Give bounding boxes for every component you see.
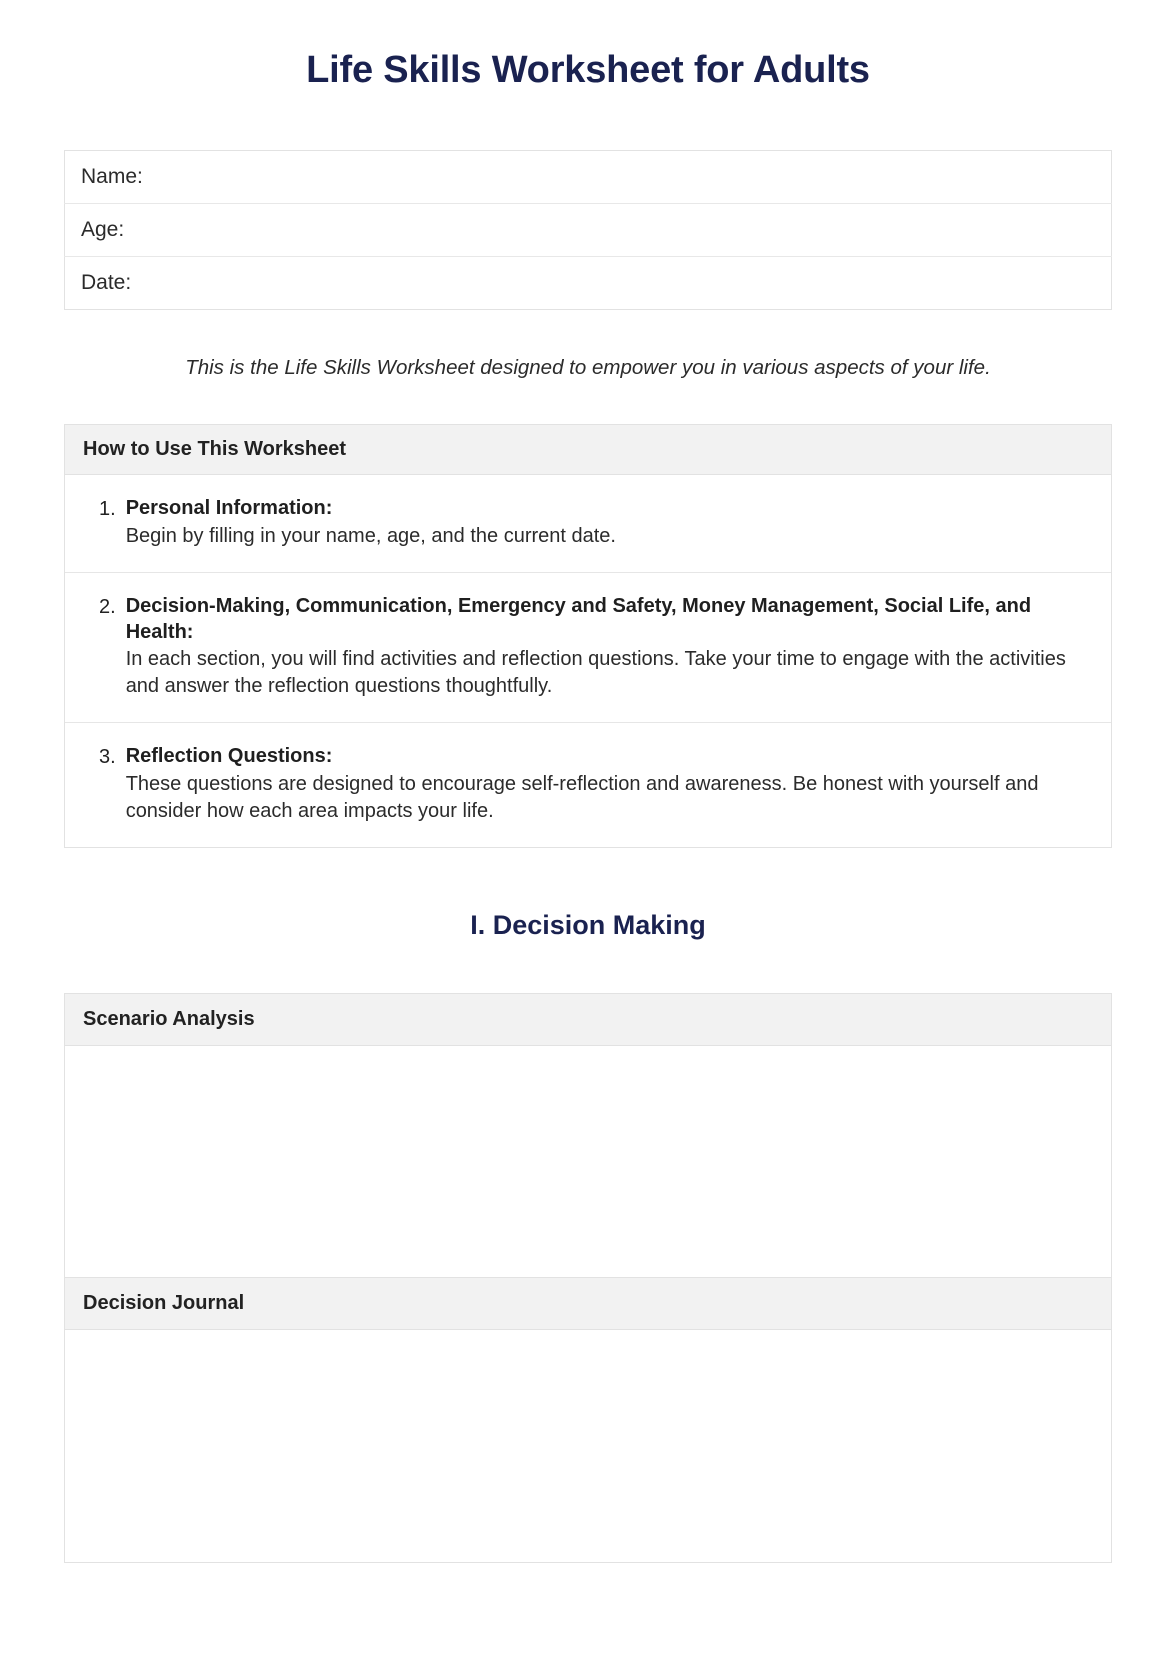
scenario-analysis-header: Scenario Analysis (65, 994, 1111, 1046)
section-heading-decision-making: I. Decision Making (470, 909, 706, 940)
personal-info-table (64, 150, 1112, 310)
instruction-description: In each section, you will find activities and reflection questions. Take your time to engage with the activities and answer the reflection questions thoughtfully. (125, 648, 1066, 698)
age-field[interactable] (843, 203, 1111, 256)
instruction-description: These questions are designed to encourage self-reflection and awareness. Be honest with yourself and consider how each area impacts your life. (125, 772, 1039, 822)
decision-making-answer-table (64, 993, 1112, 1563)
instruction-item-3 (65, 723, 1111, 846)
list-marker: 3. (99, 746, 116, 769)
date-field[interactable] (843, 256, 1111, 309)
instruction-body (126, 593, 1093, 701)
instruction-title: Decision-Making, Communication, Emergency and Safety, Money Management, Social Life, and Health: (125, 594, 1032, 644)
scenario-analysis-answer-area[interactable] (65, 1046, 1111, 1278)
decision-journal-answer-area[interactable] (65, 1330, 1111, 1562)
instructions-header: How to Use This Worksheet (65, 425, 1111, 475)
instruction-title: Reflection Questions: (125, 745, 333, 768)
name-field[interactable] (843, 150, 1111, 203)
intro-text: This is the Life Skills Worksheet designed to empower you in various aspects of your life. (185, 355, 991, 379)
table-row (65, 150, 1112, 203)
instruction-item-2 (65, 573, 1111, 724)
instruction-item-1 (65, 475, 1111, 572)
table-row (65, 203, 1112, 256)
date-label: Date: (81, 270, 132, 294)
decision-journal-header: Decision Journal (65, 1278, 1111, 1330)
name-label: Name: (65, 150, 844, 203)
worksheet-page (0, 48, 1176, 1678)
list-marker: 1. (99, 498, 116, 521)
table-row (65, 256, 1112, 309)
instruction-body (126, 495, 1093, 549)
instruction-title: Personal Information: (125, 497, 333, 520)
list-marker: 2. (99, 595, 116, 618)
instruction-description: Begin by filling in your name, age, and the current date. (125, 524, 616, 547)
instructions-panel (64, 424, 1112, 848)
age-label: Age: (65, 203, 844, 256)
instruction-body (126, 743, 1093, 824)
page-title: Life Skills Worksheet for Adults (306, 49, 870, 91)
